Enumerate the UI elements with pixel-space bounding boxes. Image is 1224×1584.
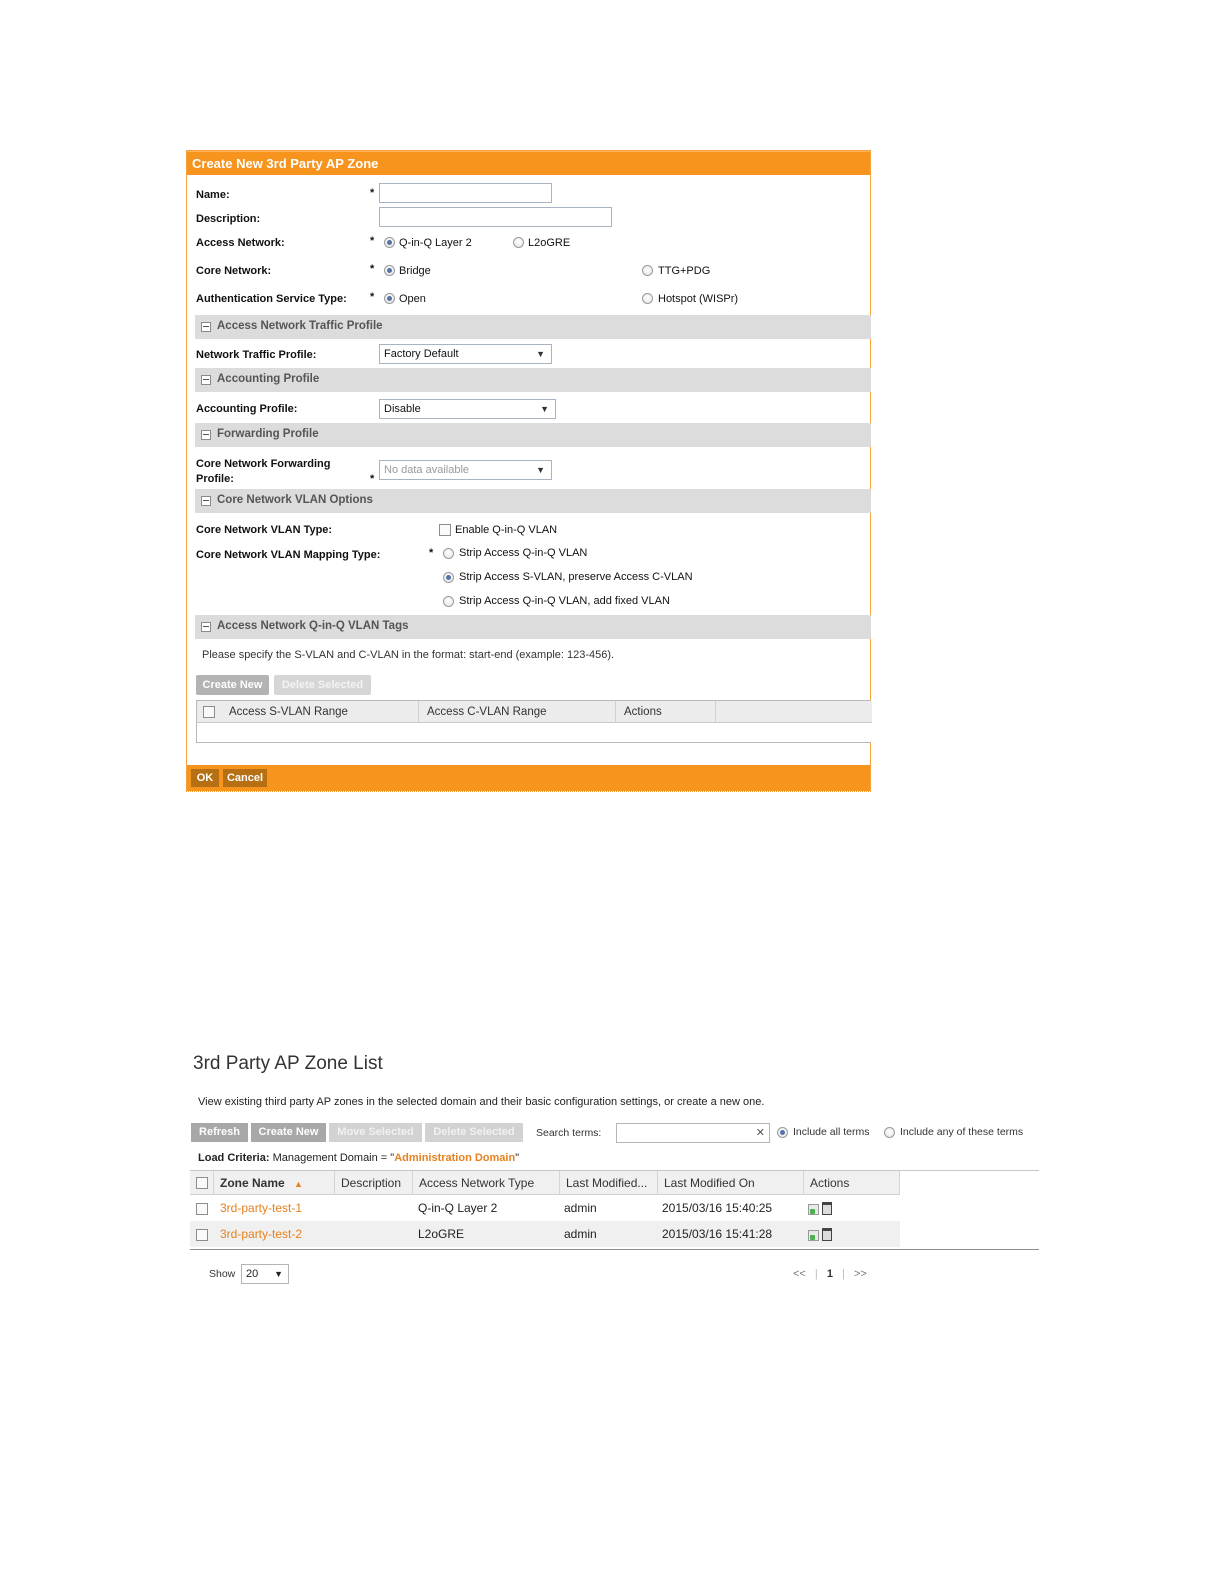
section-title: Forwarding Profile — [217, 428, 319, 440]
auth-open-label: Open — [399, 293, 426, 305]
chevron-down-icon: ▼ — [540, 404, 549, 414]
zone-name-link[interactable]: 3rd-party-test-2 — [220, 1227, 303, 1241]
name-required-marker: * — [370, 187, 375, 199]
load-criteria-domain-link[interactable]: Administration Domain — [394, 1152, 516, 1164]
vlan-mapping-add-fixed-radio[interactable] — [443, 596, 454, 607]
auth-service-label: Authentication Service Type: — [196, 293, 347, 305]
vlan-grid-header — [197, 701, 872, 723]
core-network-label: Core Network: — [196, 265, 272, 277]
vlan-mapping-add-fixed-label: Strip Access Q-in-Q VLAN, add fixed VLAN — [459, 595, 670, 607]
section-title: Accounting Profile — [217, 373, 320, 385]
enable-qinq-checkbox[interactable] — [439, 524, 451, 536]
current-page[interactable]: 1 — [826, 1268, 833, 1280]
delete-selected-button[interactable]: Delete Selected — [425, 1123, 523, 1142]
pagination — [793, 1268, 867, 1280]
vlan-mapping-strip-svlan-label: Strip Access S-VLAN, preserve Access C-VLAN — [459, 571, 693, 583]
collapse-icon[interactable] — [201, 375, 211, 385]
col-actions: Actions — [616, 701, 716, 723]
dialog-title: Create New 3rd Party AP Zone — [187, 151, 870, 175]
auth-hotspot-label: Hotspot (WISPr) — [658, 293, 739, 305]
load-criteria-close: " — [515, 1152, 520, 1164]
section-title: Access Network Traffic Profile — [217, 320, 383, 332]
qinq-instructions: Please specify the S-VLAN and C-VLAN in the format: start-end (example: 123-456). — [202, 649, 615, 661]
qinq-tags-section-header[interactable] — [195, 615, 871, 639]
vlan-mapping-strip-qinq-label: Strip Access Q-in-Q VLAN — [459, 547, 588, 559]
collapse-icon[interactable] — [201, 622, 211, 632]
forwarding-profile-label-line1: Core Network Forwarding — [196, 458, 331, 470]
col-cvlan-range[interactable]: Access C-VLAN Range — [419, 701, 616, 723]
selected-value: Disable — [384, 403, 421, 415]
include-all-label: Include all terms — [793, 1126, 870, 1138]
table-row[interactable] — [190, 1221, 900, 1247]
select-all-checkbox[interactable] — [203, 706, 215, 718]
vlan-options-section-header[interactable] — [195, 489, 871, 513]
forwarding-profile-label-line2: Profile: — [196, 473, 234, 485]
vlan-mapping-strip-svlan-radio[interactable] — [443, 572, 454, 583]
edit-icon[interactable] — [808, 1230, 819, 1241]
sort-asc-icon: ▲ — [294, 1179, 303, 1189]
load-criteria-label: Load Criteria: — [198, 1152, 270, 1164]
prev-page-button[interactable]: << — [793, 1268, 806, 1280]
edit-icon[interactable] — [808, 1204, 819, 1215]
zone-name-link[interactable]: 3rd-party-test-1 — [220, 1201, 303, 1215]
section-title: Access Network Q-in-Q VLAN Tags — [217, 620, 409, 632]
accounting-profile-label: Accounting Profile: — [196, 403, 298, 415]
clear-search-icon[interactable]: ✕ — [755, 1127, 765, 1139]
access-network-qinq-radio[interactable] — [384, 237, 395, 248]
trash-icon[interactable] — [822, 1202, 832, 1215]
table-row[interactable] — [190, 1195, 900, 1221]
collapse-icon[interactable] — [201, 496, 211, 506]
zone-access-type: Q-in-Q Layer 2 — [418, 1201, 498, 1215]
description-label: Description: — [196, 213, 261, 225]
vlan-mapping-required-marker: * — [429, 547, 434, 559]
auth-open-radio[interactable] — [384, 293, 395, 304]
collapse-icon[interactable] — [201, 322, 211, 332]
include-any-radio[interactable] — [884, 1127, 895, 1138]
create-new-button[interactable]: Create New — [251, 1123, 326, 1142]
description-input[interactable] — [379, 207, 612, 227]
create-zone-dialog — [186, 150, 871, 792]
selected-value: Factory Default — [384, 348, 459, 360]
chevron-down-icon: ▼ — [536, 349, 545, 359]
vlan-delete-selected-button[interactable]: Delete Selected — [274, 675, 371, 695]
refresh-button[interactable]: Refresh — [191, 1123, 248, 1142]
zone-modified-by: admin — [564, 1227, 597, 1241]
access-network-l2ogre-label: L2oGRE — [528, 237, 571, 249]
forwarding-required-marker: * — [370, 473, 375, 485]
chevron-down-icon: ▼ — [536, 465, 545, 475]
col-last-modified-on[interactable]: Last Modified On — [658, 1171, 804, 1195]
accounting-section-header[interactable] — [195, 368, 871, 392]
next-page-button[interactable]: >> — [853, 1268, 867, 1280]
name-label: Name: — [196, 189, 230, 201]
col-actions: Actions — [804, 1171, 900, 1195]
page-size-select[interactable] — [241, 1264, 289, 1284]
select-all-checkbox[interactable] — [196, 1177, 208, 1189]
trash-icon[interactable] — [822, 1228, 832, 1241]
access-network-label: Access Network: — [196, 237, 285, 249]
move-selected-button[interactable]: Move Selected — [329, 1123, 422, 1142]
search-input[interactable] — [616, 1123, 770, 1143]
row-checkbox[interactable] — [196, 1229, 208, 1241]
row-checkbox[interactable] — [196, 1203, 208, 1215]
vlan-create-new-button[interactable]: Create New — [196, 675, 269, 695]
col-select — [190, 1171, 214, 1195]
name-input[interactable] — [379, 183, 552, 203]
col-access-network-type[interactable]: Access Network Type — [413, 1171, 560, 1195]
zone-access-type: L2oGRE — [418, 1227, 465, 1241]
collapse-icon[interactable] — [201, 430, 211, 440]
chevron-down-icon: ▼ — [274, 1269, 283, 1279]
accounting-profile-select[interactable] — [379, 399, 556, 419]
core-network-required-marker: * — [370, 263, 375, 275]
enable-qinq-label: Enable Q-in-Q VLAN — [455, 524, 558, 536]
section-title: Core Network VLAN Options — [217, 494, 373, 506]
pager-divider: | — [842, 1268, 845, 1280]
vlan-mapping-label: Core Network VLAN Mapping Type: — [196, 549, 381, 561]
load-criteria-text: Management Domain = " — [272, 1152, 395, 1164]
cancel-button[interactable]: Cancel — [223, 769, 267, 787]
access-network-required-marker: * — [370, 235, 375, 247]
network-traffic-profile-select[interactable] — [379, 344, 552, 364]
access-network-l2ogre-radio[interactable] — [513, 237, 524, 248]
forwarding-section-header[interactable] — [195, 423, 871, 447]
col-zone-name[interactable] — [214, 1171, 335, 1195]
forwarding-profile-select[interactable] — [379, 460, 552, 480]
auth-hotspot-radio[interactable] — [642, 293, 653, 304]
selected-value: No data available — [384, 464, 470, 476]
table-header — [190, 1171, 900, 1195]
ok-button[interactable]: OK — [191, 769, 219, 787]
vlan-type-label: Core Network VLAN Type: — [196, 524, 333, 536]
page-description: View existing third party AP zones in the selected domain and their basic configuration settings, or create a new one. — [198, 1096, 765, 1108]
core-network-bridge-label: Bridge — [399, 265, 431, 277]
zone-modified-by: admin — [564, 1201, 597, 1215]
dialog-footer — [187, 765, 870, 791]
col-description[interactable]: Description — [335, 1171, 413, 1195]
show-label: Show — [209, 1268, 236, 1280]
col-zone-name-label: Zone Name — [220, 1176, 285, 1190]
col-svlan-range[interactable] — [197, 701, 419, 723]
access-network-qinq-label: Q-in-Q Layer 2 — [399, 237, 472, 249]
page-size-value: 20 — [246, 1268, 259, 1280]
load-criteria — [198, 1152, 519, 1164]
zone-table — [190, 1170, 1039, 1250]
core-network-ttg-radio[interactable] — [642, 265, 653, 276]
zone-modified-on: 2015/03/16 15:40:25 — [662, 1201, 773, 1215]
col-last-modified-by[interactable]: Last Modified... — [560, 1171, 658, 1195]
network-traffic-profile-label: Network Traffic Profile: — [196, 349, 317, 361]
pager-divider: | — [814, 1268, 818, 1280]
include-any-label: Include any of these terms — [900, 1126, 1024, 1138]
include-all-radio[interactable] — [777, 1127, 788, 1138]
core-network-ttg-label: TTG+PDG — [658, 265, 711, 277]
search-label: Search terms: — [536, 1127, 602, 1139]
page-title: 3rd Party AP Zone List — [193, 1053, 383, 1074]
vlan-tags-grid — [196, 700, 871, 743]
traffic-profile-section-header[interactable] — [195, 315, 871, 339]
col-svlan-label: Access S-VLAN Range — [229, 706, 348, 718]
core-network-bridge-radio[interactable] — [384, 265, 395, 276]
auth-service-required-marker: * — [370, 291, 375, 303]
vlan-mapping-strip-qinq-radio[interactable] — [443, 548, 454, 559]
zone-modified-on: 2015/03/16 15:41:28 — [662, 1227, 773, 1241]
